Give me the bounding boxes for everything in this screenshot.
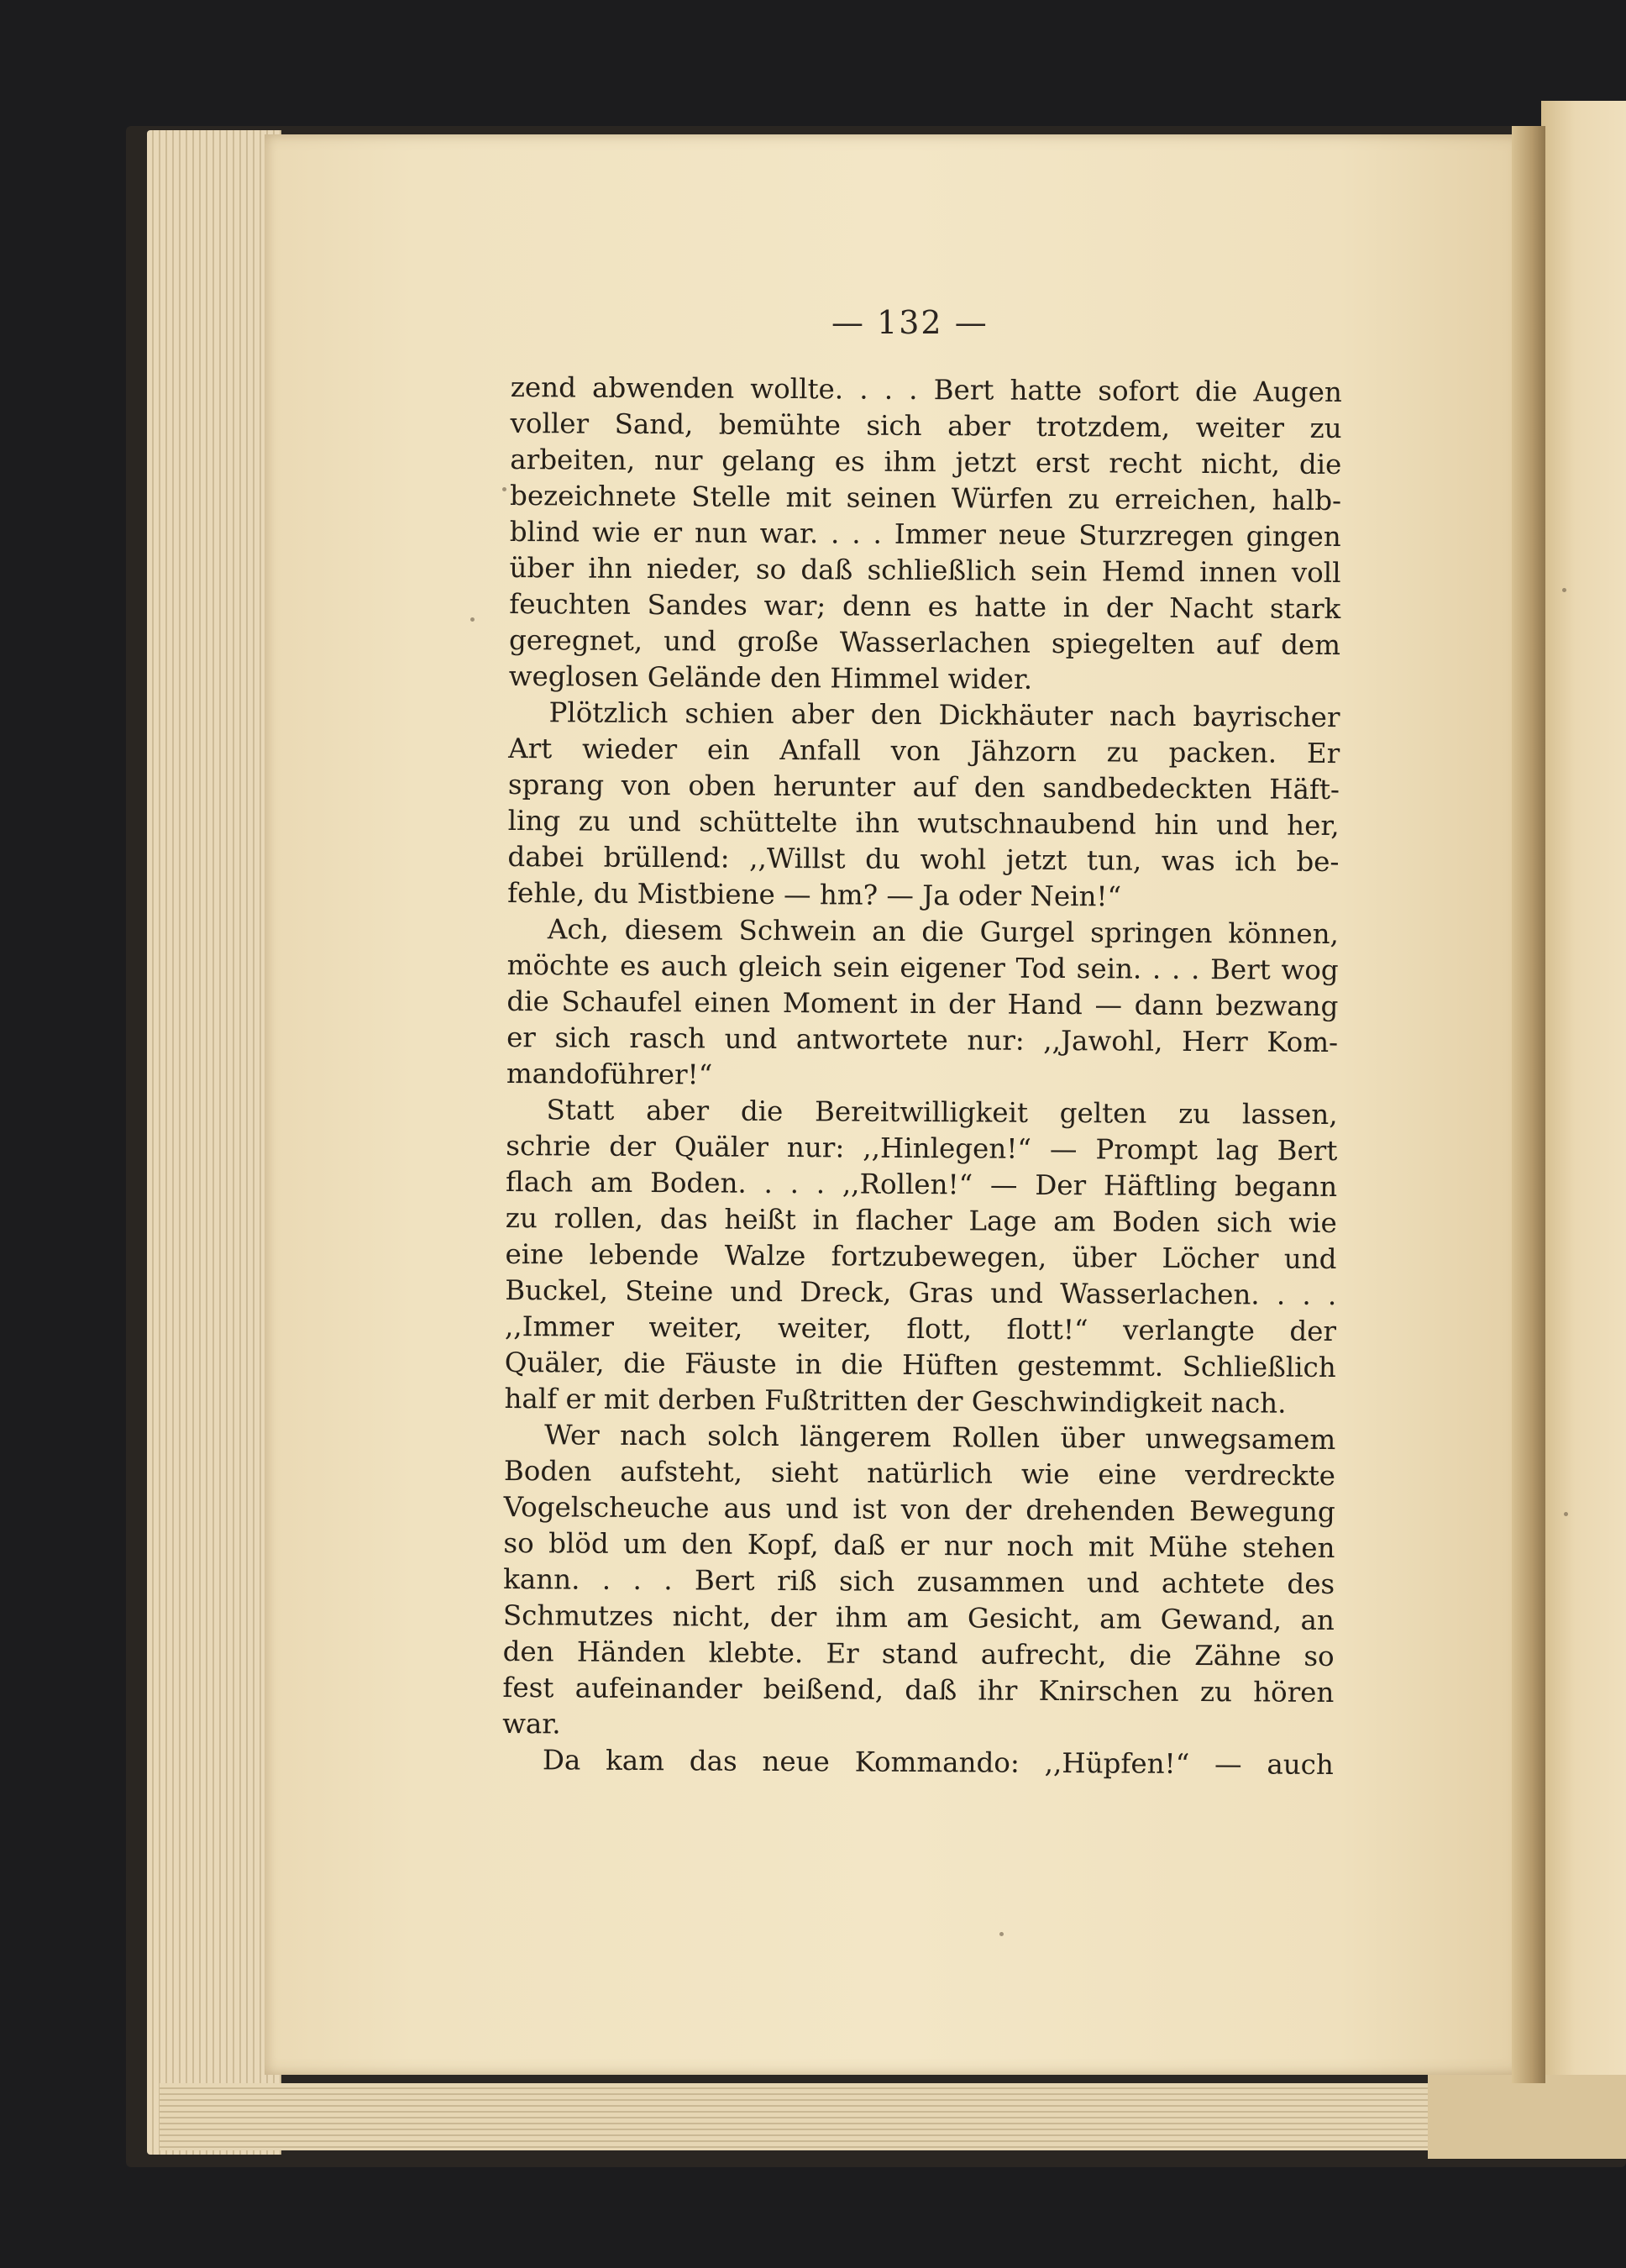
text-line: fehle, du Mistbiene — hm? — Ja oder Nein!“ (507, 876, 1122, 913)
text-line: zu rollen, das heißt in flacher Lage am Boden sich wie (505, 1201, 1337, 1240)
text-line: den Händen klebte. Er stand aufrecht, die Zähne so (502, 1635, 1335, 1673)
text-line: ,,Immer weiter, weiter, flott, flott!“ verlangte der (504, 1310, 1337, 1348)
text-line: über ihn nieder, so daß schließlich sein Hemd innen voll (509, 551, 1341, 590)
text-line: flach am Boden. . . . ,,Rollen!“ — Der Häftling begann (505, 1165, 1338, 1204)
text-line: Schmutzes nicht, der ihm am Gesicht, am Gewand, an (502, 1599, 1335, 1637)
text-line: sprang von oben herunter auf den sandbedeckten Häft- (507, 768, 1340, 806)
text-line: so blöd um den Kopf, daß er nur noch mit Mühe stehen (503, 1526, 1335, 1565)
text-line: ling zu und schüttelte ihn wutschnaubend hin und her, (507, 804, 1340, 843)
text-line: Boden aufsteht, sieht natürlich wie eine verdreckte (503, 1454, 1336, 1493)
text-line: die Schaufel einen Moment in der Hand — dann bezwang (506, 984, 1339, 1023)
text-line: Plötzlich schien aber den Dickhäuter nach bayrischer (548, 696, 1340, 734)
paper-speck (999, 1932, 1004, 1936)
page-edges-left (147, 130, 281, 2155)
text-line: eine lebende Walze fortzubewegen, über Löcher und (505, 1237, 1337, 1276)
text-line: fest aufeinander beißend, daß ihr Knirschen zu hören (502, 1671, 1335, 1709)
text-line: Vogelscheuche aus und ist von der drehenden Bewegung (503, 1490, 1335, 1529)
text-line: er sich rasch und antwortete nur: ,,Jawohl, Herr Kom- (506, 1021, 1339, 1059)
text-line: geregnet, und große Wasserlachen spiegelten auf dem (508, 623, 1341, 662)
page-number: — 132 — (831, 304, 989, 341)
paper-speck (470, 617, 475, 622)
text-line: Art wieder ein Anfall von Jähzorn zu packen. Er (508, 732, 1340, 770)
text-line: schrie der Quäler nur: ,,Hinlegen!“ — Prompt lag Bert (506, 1129, 1338, 1168)
text-line: Wer nach solch längerem Rollen über unwegsamem (544, 1419, 1336, 1457)
text-line: mandoführer!“ (506, 1057, 713, 1091)
text-line: dabei brüllend: ,,Willst du wohl jetzt tun, was ich be- (507, 840, 1340, 879)
book-gutter (1512, 126, 1545, 2083)
text-line: bezeichnete Stelle mit seinen Würfen zu erreichen, halb- (509, 479, 1342, 517)
text-line: war. (502, 1707, 561, 1740)
cover-strip (1428, 2075, 1626, 2159)
text-line: möchte es auch gleich sein eigener Tod sein. . . . Bert wog (506, 948, 1339, 987)
text-line: zend abwenden wollte. . . . Bert hatte sofort die Augen (510, 370, 1342, 409)
body-text (502, 370, 1342, 1783)
text-line: arbeiten, nur gelang es ihm jetzt erst recht nicht, die (510, 443, 1342, 481)
text-line: voller Sand, bemühte sich aber trotzdem, weiter zu (510, 407, 1342, 445)
page-edges-bottom (160, 2083, 1453, 2150)
paper-speck (502, 487, 506, 491)
text-line: feuchten Sandes war; denn es hatte in der Nacht stark (509, 587, 1341, 626)
text-line: Ach, diesem Schwein an die Gurgel springen können, (547, 913, 1340, 951)
paper-speck (1562, 588, 1566, 592)
text-line: Buckel, Steine und Dreck, Gras und Wasserlachen. . . . (505, 1273, 1337, 1312)
paper-speck (1564, 1512, 1568, 1516)
facing-page-edge (1541, 101, 1626, 2075)
text-line: Da kam das neue Kommando: ,,Hüpfen!“ — auch (542, 1744, 1334, 1782)
text-line: Statt aber die Bereitwilligkeit gelten zu lassen, (546, 1094, 1338, 1131)
text-line: Quäler, die Fäuste in die Hüften gestemmt. Schließlich (504, 1346, 1336, 1384)
text-line: blind wie er nun war. . . . Immer neue Sturzregen gingen (509, 515, 1341, 554)
text-line: half er mit derben Fußtritten der Geschwindigkeit nach. (504, 1382, 1287, 1420)
text-line: kann. . . . Bert riß sich zusammen und achtete des (503, 1562, 1335, 1601)
text-line: weglosen Gelände den Himmel wider. (508, 659, 1033, 696)
